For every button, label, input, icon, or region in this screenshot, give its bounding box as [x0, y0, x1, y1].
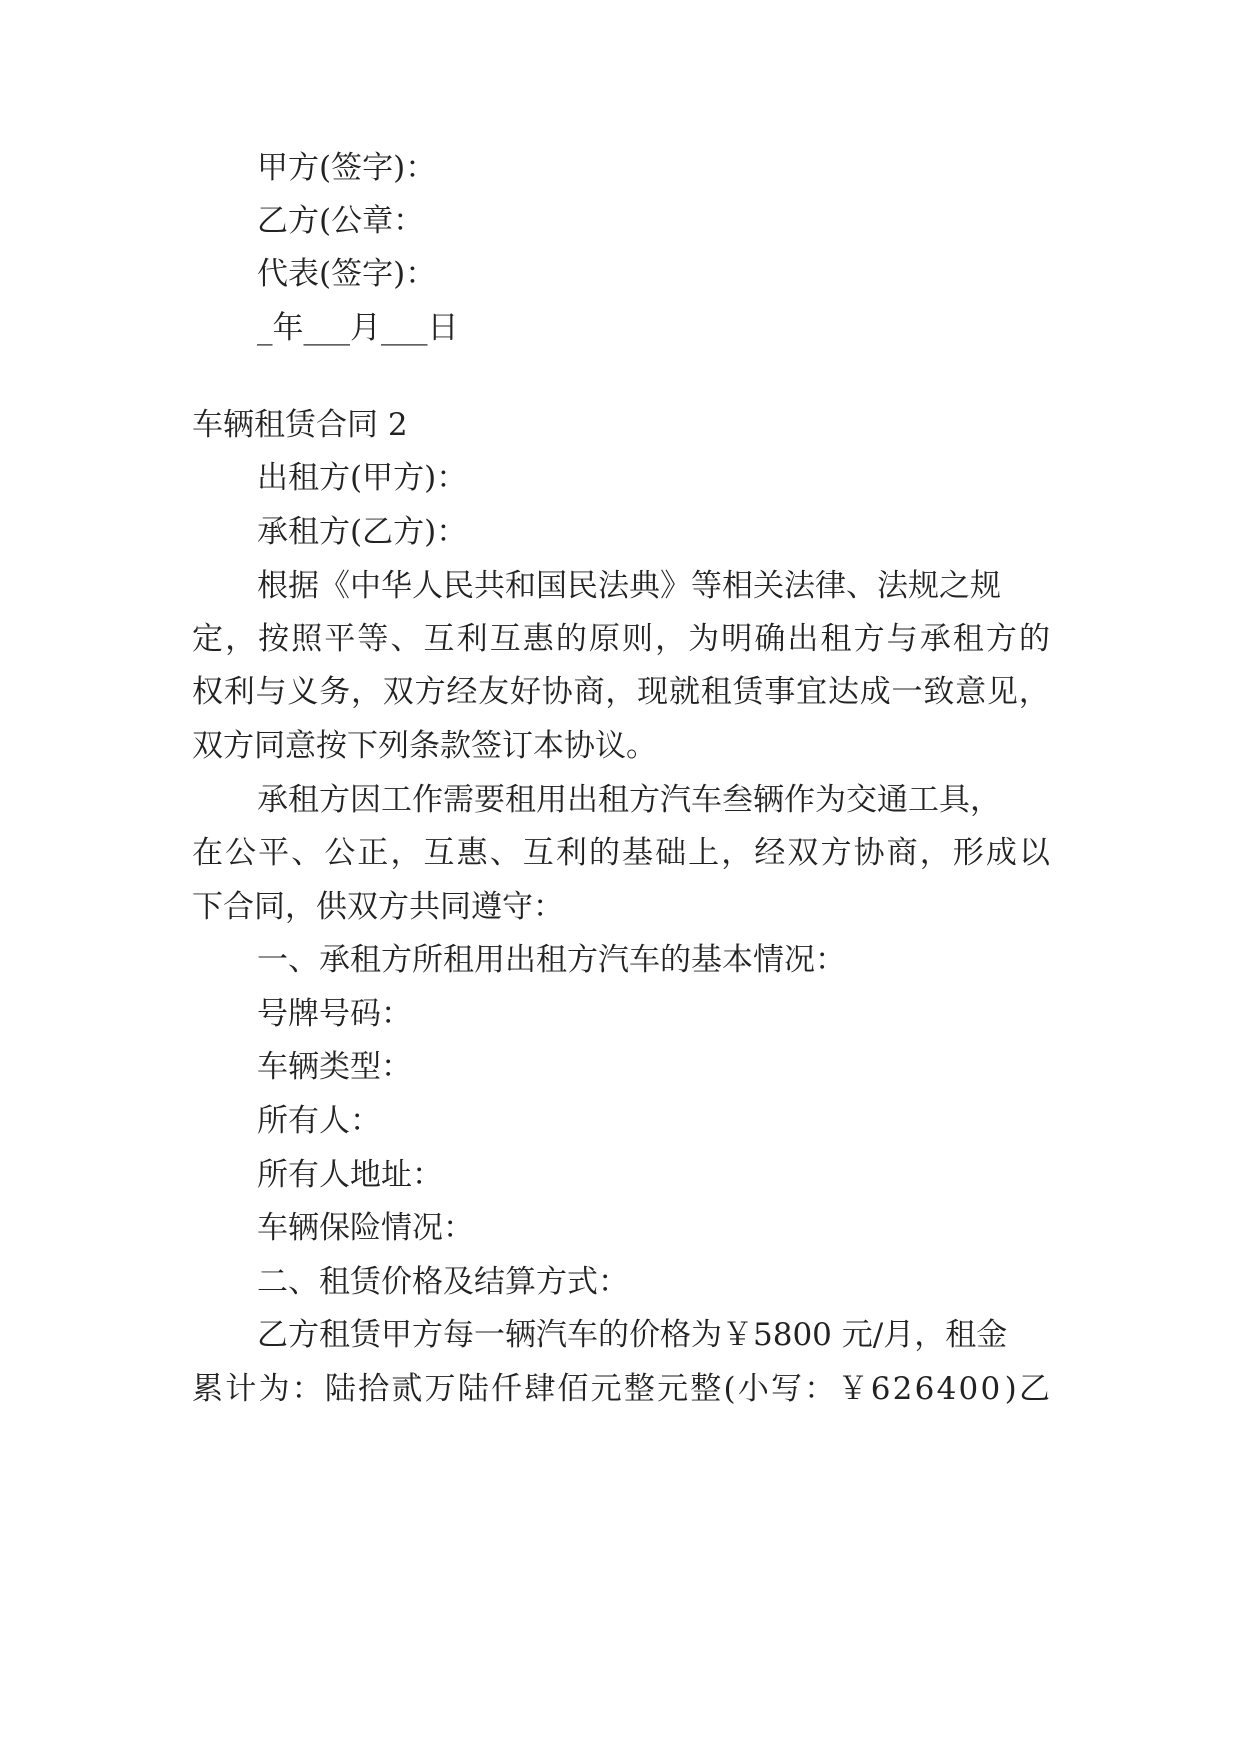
section2-heading: 二、租赁价格及结算方式：	[257, 1264, 629, 1300]
lessor-line: 出租方(甲方)：	[257, 460, 468, 496]
purpose-line-3: 下合同，供双方共同遵守：	[192, 889, 564, 925]
preamble-line-3: 权 利 与 义 务 ， 双 方 经 友 好 协 商 ， 现 就 租 赁 事 宜 达 成 一 致 意 见 ，	[192, 674, 1050, 710]
preamble-line-1: 根据《中华人民共和国民法典》等相关法律、法规之规	[257, 568, 1001, 604]
plate-number-field: 号牌号码：	[257, 996, 412, 1032]
contract-title: 车辆租赁合同 2	[192, 407, 408, 443]
representative-signature-line: 代表(签字)：	[257, 256, 437, 292]
section1-heading: 一、承租方所租用出租方汽车的基本情况：	[257, 942, 846, 978]
owner-address-field: 所有人地址：	[257, 1157, 443, 1193]
owner-field: 所有人：	[257, 1103, 381, 1139]
insurance-field: 车辆保险情况：	[257, 1210, 474, 1246]
purpose-line-2: 在 公 平 、 公 正 ， 互 惠 、 互 利 的 基 础 上 ， 经 双 方 协 商 ， 形 成 以	[192, 835, 1050, 871]
vehicle-type-field: 车辆类型：	[257, 1049, 412, 1085]
party-a-signature-line: 甲方(签字)：	[257, 150, 437, 186]
party-b-seal-line: 乙方(公章：	[257, 203, 425, 239]
preamble-line-4: 双方同意按下列条款签订本协议。	[192, 728, 657, 764]
preamble-line-2: 定 ， 按 照 平 等 、 互 利 互 惠 的 原 则 ， 为 明 确 出 租 方 与 承 租 方 的	[192, 621, 1050, 657]
price-line-2: 累 计 为 ： 陆 拾 贰 万 陆 仟 肆 佰 元 整 元 整 ( 小 写 ： ￥ 6 2 6 4 0 0 ) 乙	[192, 1371, 1050, 1407]
lessee-line: 承租方(乙方)：	[257, 514, 468, 550]
date-line: _年___月___日	[257, 310, 459, 346]
purpose-line-1: 承租方因工作需要租用出租方汽车叁辆作为交通工具，	[257, 782, 1001, 818]
price-line-1: 乙方租赁甲方每一辆汽车的价格为￥5800 元/月，租金	[257, 1317, 1008, 1353]
